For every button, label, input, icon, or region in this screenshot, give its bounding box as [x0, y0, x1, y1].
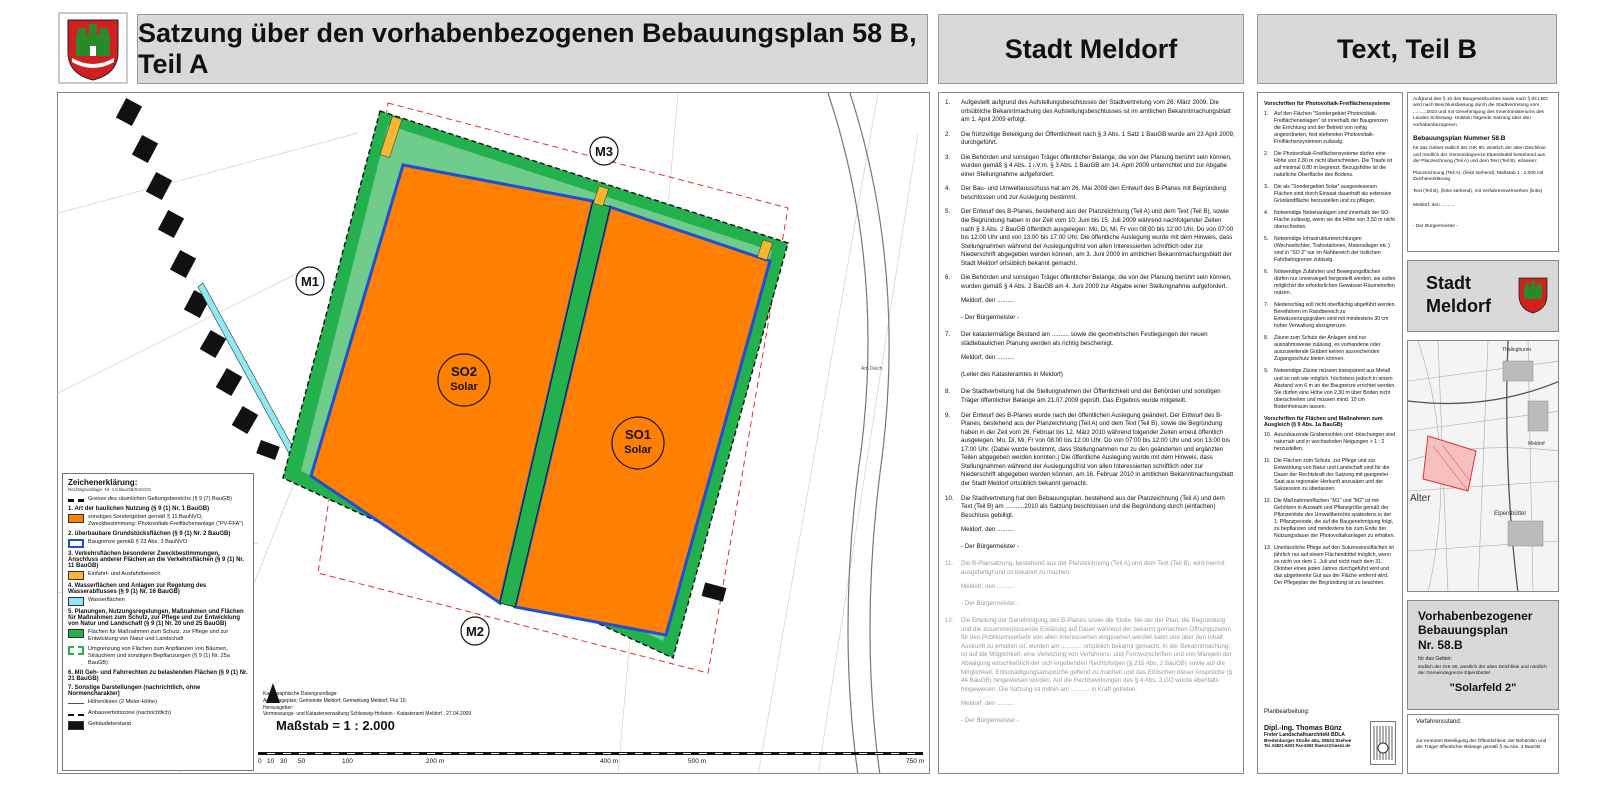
city-box-line1: Stadt	[1426, 273, 1471, 293]
city-title: Stadt Meldorf	[938, 14, 1244, 84]
ordinance-sig-mayor: - Der Bürgermeister -	[1413, 223, 1459, 229]
scale-tick: 30	[280, 758, 288, 765]
signature-date: Meldorf, den ..........	[961, 297, 1015, 305]
text-b-note: 10. Auszubauende Grabensohlen und -böschungen sind naturnah und in wechselnden Neigungen > 1 : 2 herzustellen.	[1264, 431, 1396, 452]
cadastre-line: Herausgeber:	[263, 704, 294, 711]
legend-box	[62, 473, 254, 771]
part-title: Text, Teil B	[1257, 14, 1557, 84]
text-b-note: 2. Die Photovoltaik-Freiflächensysteme dürfen eine Höhe von 2,80 m nicht überschreiten. Die Traufe ist auf minimal 0,80 m begrenzt. Bezugshöhe ist die natürliche Oberfläche des Bodens.	[1264, 151, 1393, 179]
title-box-sub: für das Gebiet:	[1418, 656, 1453, 663]
legend-swatch-access	[68, 571, 84, 580]
scale-tick: 200 m	[426, 758, 445, 765]
meldorf-coat-of-arms-logo	[58, 12, 128, 84]
text-b-note: 7. Niederschlag soll nicht oberflächig abgeführt werden. Bereifahren im Randbereich zu Entwässerungsgräben sind mit mindestens 30 cm hoher Verwallung abzugrenzen.	[1264, 302, 1396, 330]
ordinance-sig-date: Meldorf, den ..........	[1413, 203, 1455, 209]
text-b-note: 3. Die als "Sondergebiet Solar" ausgewiesenen Flächen sind durch Einsaat dauerhaft als extensive Grünlandfläche herzustellen und zu pflegen.	[1264, 184, 1392, 205]
overview-label: Alter	[1410, 493, 1431, 504]
signature-date: Meldorf, den ..........	[961, 583, 1015, 591]
scale-text: Maßstab = 1 : 2.000	[276, 718, 395, 733]
legend-swatch-green	[68, 629, 84, 638]
text-b-note: 4. Notwendige Nebenanlagen sind innerhalb der SO-Fläche zulässig, wenn sie die Höhe von 3,50 m nicht überschreiten.	[1264, 210, 1395, 231]
signature-date: Meldorf, den ..........	[961, 526, 1015, 534]
procedure-step: 10. Die Stadtvertretung hat den Bebauungsplan, bestehend aus der Planzeichnung (Teil A) und dem Text (Teil B) am ...........2010 als Satzung beschlossen und die Begründung durch (einfachen) Beschluss gebilligt.	[945, 494, 1225, 519]
status-label: Verfahrensstand:	[1416, 719, 1462, 725]
legend-swatch-blue	[68, 539, 84, 548]
status-box	[1407, 714, 1559, 774]
procedure-step: 7. Der katastermäßige Bestand am .......... sowie die geometrischen Festlegungen der neuen städtebaulichen Planung werden als richtig bescheinigt.	[945, 331, 1208, 347]
procedure-step: 2. Die frühzeitige Beteiligung der Öffentlichkeit nach § 3 Abs. 1 Satz 1 BauGB wurde am 23 April 2009, durchgeführt.	[945, 130, 1235, 147]
text-b-note: 9. Notwendige Zäune müssen transparent aus Metall und so nah wie möglich, höchstens jedoch in einem Abstand von 6 m an der Baugrenze errichtet werden. Sie dürfen eine Höhe von 2,30 m über Boden nicht überschreiten und müssen mind. 10 cm Bodenfreiraum lassen.	[1264, 368, 1396, 410]
scale-bar	[258, 748, 928, 772]
planer-title: Freier Landschaftsarchitekt BDLA	[1264, 732, 1345, 738]
legend-item: Einfahrt- und Ausfahrtbereich	[88, 570, 161, 577]
signature-date: Meldorf, den ..........	[961, 700, 1015, 708]
ordinance-intro-panel	[1407, 92, 1559, 252]
text-b-note: 11. Die Flächen zum Schutz, zur Pflege und zur Entwicklung von Natur und Landschaft sind für die Dauer der Rechtskraft der Satzung mit geeigneter Saat aus regionaler Herkunft anzusäen und der Sukzession zu überlassen.	[1264, 457, 1390, 492]
procedure-step: 4. Der Bau- und Umweltausschuss hat am 26. Mai 2009 den Entwurf des B-Planes mit Begründung beschlossen und zur Auslegung bestimmt.	[945, 185, 1227, 201]
legend-item: Wasserflächen	[88, 596, 125, 603]
legend-heading: 7. Sonstige Darstellungen (nachrichtlich, ohne Normencharakter)	[68, 684, 201, 697]
legend-swatch-building	[68, 721, 84, 730]
legend-subtitle: Rechtsgrundlage: Nr. 4.5 BauGB/ImSchG	[68, 487, 152, 492]
city-box	[1407, 260, 1559, 332]
procedure-step: 3. Die Behörden und sonstigen Träger öffentlicher Belange, die von der Planung berührt sein können, wurden gemäß § 4 Abs. 1 i.V.m. § 3 Abs. 1 BauGB am 14. April 2009 unterrichtet und zur Abgabe einer Stellungnahme aufgefordert.	[945, 153, 1232, 178]
legend-item: Umgrenzung von Flächen zum Anpflanzen von Bäumen, Sträuchern und sonstigen Bepflanzungen (§ 9 (1) Nr. 25a BauGB)	[88, 645, 230, 666]
ordinance-plan-title: Bebauungsplan Nummer 58.B	[1413, 135, 1506, 143]
legend-swatch-orange	[68, 514, 84, 523]
text-b-panel	[1257, 92, 1403, 774]
street-label: Am Deich	[861, 366, 883, 372]
cadastre-line: Amtl. Lageplan; Gemeinde Meldorf, Gemarkung Meldorf, Flur 16;	[263, 697, 407, 704]
text-b-heading: Vorschriften für Flächen und Maßnahmen zum Ausgleich (§ 9 Abs. 1a BauGB)	[1264, 415, 1383, 428]
legend-swatch-boundary	[68, 499, 84, 503]
procedure-step: 12. Die Erteilung der Genehmigung des B-Planes sowie die Stelle, bei der der Plan, die Begründung und die zusammenfassende Erklärung auf Dauer während der bekannt gemachten Öffnungszeiten für den Publikumsverkehr von allen Interessierten eingesehen werden kann und über den Inhalt Auskunft zu erhalten ist, wurden am ............ ortsüblich bekannt gemacht. In der Bekanntmachung ist auf die Möglichkeit, eine Verletzung von Verfahrens- und Formvorschriften und von Mängeln der Abwägung einschließlich der sich ergebenden Rechtsfolgen (§ 215 Abs. 2 BauGB) sowie auf die Möglichkeit, Entschädigungsansprüche geltend zu machen und das Erlöschen dieser Ansprüche (§ 44 BauGB) hingewiesen worden. Auf die Rechtswirkungen des § 4 Abs. 3 GO wurde ebenfalls hingewiesen. Die Satzung ist mithin am ........... in Kraft getreten.	[945, 617, 1233, 693]
scale-tick: 50	[298, 758, 306, 765]
planer-name: Dipl.-Ing. Thomas Bünz	[1264, 725, 1342, 732]
planer-logo	[1370, 721, 1396, 765]
status-text: zur erneuten Beteiligung der Öffentlichkeit, der Behörden und der Träger öffentlicher Belange gemäß § 4a Abs. 3 BauGB	[1416, 739, 1547, 751]
procedure-step: 6. Die Behörden und sonstigen Träger öffentlicher Belange, die von der Planung berührt sein können, wurden gemäß § 4 Abs. 2 BauGB am 4. Juni 2009 zur Abgabe einer Stellungnahme aufgefordert.	[945, 274, 1232, 290]
plan-title-box	[1407, 600, 1559, 710]
legend-item: Grenze des räumlichen Geltungsbereichs (§ 9 (7) BauGB)	[88, 496, 232, 502]
city-box-line2: Meldorf	[1426, 296, 1491, 316]
legend-item: sonstiges Sondergebiet gemäß § 11 BauNVO, Zweckbestimmung: Photovoltaik-Freiflächenanlage ("PV-FFA")	[88, 514, 244, 527]
legend-item: Gebäudebestand	[88, 720, 131, 727]
marker-m2-label: M2	[465, 624, 485, 639]
procedure-panel	[938, 92, 1244, 774]
title-box-name: "Solarfeld 2"	[1449, 681, 1517, 694]
cadastre-note	[263, 691, 523, 718]
cadastre-heading: Kartographische Datengrundlage:	[263, 691, 338, 697]
signature-kataster: (Leiter des Katasteramtes in Meldorf)	[961, 371, 1063, 379]
legend-item: Flächen für Maßnahmen zum Schutz, zur Pflege und zur Entwicklung von Natur und Landschaft	[88, 628, 229, 642]
procedure-step: 9. Der Entwurf des B-Planes wurde nach der öffentlichen Auslegung geändert. Der Entwurf des B-Planes, bestehend aus der Planzeichnung (Teil A) und dem Text (Teil B), sowie die Begründung haben in der Zeit vom 26. Februar bis 12. März 2010 während folgender Zeiten erneut öffentlich ausgelegen: Mo, Di, Mi, Fr von 08:00 bis 12:00 Uhr, Do von 07:00 bis 12:00 Uhr und von 13:00 bis 17:00 Uhr. (Dabei wurde bestimmt, dass Stellungnahmen nur zu den geänderten und ergänzten Teilen abgegeben werden konnten.) Die öffentliche Auslegung wurde mit dem Hinweis, dass Stellungnahmen während der Auslegungsfrist von allen Interessierten schriftlich oder zur Niederschrift abgegeben werden können, am 16. Februar 2010 in amtlichen Bekanntmachungsblatt der Stadt Meldorf ortsüblich bekannt gemacht.	[945, 411, 1234, 487]
signature-mayor: - Der Bürgermeister -	[961, 314, 1020, 322]
text-b-note: 5. Notwendige Infrastruktureinrichtungen (Wechselrichter, Trafostationen, Materiallager etc.) sind in "SO 2" nur im Nahbereich der östlichen Fahrbahngrenze zulässig.	[1264, 236, 1390, 264]
title-box-desc: südlich der GIK 80, westlich der alten Deichlinie und nördlich der Gemeindegrenze Elpersbüttel	[1418, 665, 1547, 677]
title-box-line2: Bebauungsplan	[1418, 623, 1509, 638]
legend-heading: 2. überbaubare Grundstücksflächen (§ 9 (1) Nr. 2 BauGB)	[68, 530, 231, 537]
legend-heading: 6. Mit Geh- und Fahrrechten zu belastenden Flächen (§ 9 (1) Nr. 21 BauGB)	[68, 669, 248, 682]
city-box-coat-of-arms	[1516, 275, 1550, 320]
title-box-line1: Vorhabenbezogener	[1418, 609, 1533, 623]
marker-m1-label: M1	[300, 274, 320, 289]
marker-m3-label: M3	[594, 144, 614, 159]
cadastre-line: Vermessungs- und Katasterverwaltung Schleswig-Holstein - Katasteramt Meldorf , 27.04.2009	[263, 711, 472, 718]
procedure-step: 8. Die Stadtvertretung hat die Stellungnahmen der Öffentlichkeit und der Behörden und sonstigen Träger öffentlicher Belange am 21.07.2009 geprüft. Das Ergebnis wurde mitgeteilt.	[945, 388, 1221, 405]
field-so2-label: Solar	[450, 381, 478, 393]
text-b-note: 1. Auf den Flächen "Sondergebiet Photovoltaik-Freiflächenanlagen" ist innerhalb der Baugrenzen die Errichtung und der Betrieb von reihig angeordneten, fest stehenden Photovoltaik-Freiflächensystemen zulässig.	[1264, 111, 1388, 146]
plan-drawing-panel	[57, 92, 930, 774]
overview-map	[1407, 340, 1559, 592]
signature-mayor: - Der Bürgermeister -	[961, 600, 1020, 608]
planer-contact: Tel. 04821-6303 Fax-6363 tbuenz@buenz.de	[1264, 743, 1351, 748]
overview-label: Thalingburen	[1502, 347, 1532, 353]
legend-title: Zeichenerklärung:	[68, 478, 138, 487]
legend-heading: 4. Wasserflächen und Anlagen zur Regelung des Wasserabflusses (§ 9 (1) Nr. 16 BauGB)	[68, 582, 207, 595]
legend-swatch-zone	[68, 714, 84, 718]
field-so2-code: SO2	[450, 364, 477, 379]
text-b-heading: Vorschriften für Photovoltaik-Freiflächensysteme	[1264, 101, 1391, 107]
signature-date: Meldorf, den ..........	[961, 354, 1015, 362]
legend-swatch-cyan	[68, 597, 84, 606]
scale-tick: 400 m	[600, 758, 619, 765]
ordinance-part-b: Text (Teil B), (links stehend), mit Verfahrensvermerken (links)	[1413, 188, 1543, 194]
legend-heading: 3. Verkehrsflächen besonderer Zweckbestimmungen, Anschluss anderer Flächen an die Verkehrsflächen (§ 9 (1) Nr. 11 BauGB)	[68, 550, 245, 569]
field-so1-code: SO1	[624, 427, 651, 442]
scale-tick: 10	[267, 758, 275, 765]
signature-mayor: - Der Bürgermeister -	[961, 543, 1020, 551]
text-b-note: 13. Unerlässliche Pflege auf den Sukzessionsflächen ist jährlich nur auf einem Flächendrittel möglich, wenn es nicht vor dem 1. Juli und nicht nach dem 31. Oktober eines jeden Jahres durchgeführt wird und das abgetrennte Gut aus der Fläche entfernt wird. Der Pflegeplan der Begründung ist zu beachten.	[1264, 544, 1394, 586]
field-so1-label: Solar	[624, 444, 652, 456]
legend-heading: 5. Planungen, Nutzungsregelungen, Maßnahmen und Flächen für Maßnahmen zum Schutz, zur Pflege und zur Entwicklung von Natur und Landschaft (§ 9 (1) Nr. 20 und 25 BauGB)	[68, 608, 244, 627]
planer-address: Breitenburger Straße 40a, 25524 Itzehoe	[1264, 738, 1352, 743]
text-b-note: 12. Die Maßnahmenflächen "M1" und "M2" ist mit Gehölzen in Auswahl und Pflanzgröße gemäß der Pflanzenliste des Umweltberichts spätestens in der 1. Pflanzperiode, die auf die Baugenehmigung folgt, zu bepflanzen und mindestens bis zum Ende der Nutzungsdauer der Photovoltaikanlagen zu erhalten.	[1264, 497, 1395, 539]
ordinance-intro: Aufgrund des § 10 des Baugesetzbuches sowie nach § 84 LBO wird nach Beschlussfassung durch die Stadtvertretung vom ..........2010 und mit Genehmigung des Innenministeriums des Landes Schleswig- Holstein folgende Satzung über den vorhabenbezogenen	[1413, 97, 1548, 128]
scale-tick: 100	[342, 758, 353, 765]
text-b-note: 8. Zäune zum Schutz der Anlagen sind nur ausnahmsweise zulässig, es vorhandene oder auszuweitende Gräben keinen ausreichenden Zugangsschutz bieten können.	[1264, 335, 1381, 363]
scale-tick: 500 m	[688, 758, 707, 765]
title-box-line3: Nr. 58.B	[1418, 637, 1463, 652]
overview-label: Elpersbüttel	[1494, 511, 1526, 517]
text-b-note: 6. Notwendige Zufahrten und Bewegungsflächen dürfen nur unversiegelt hergestellt werden, sie sollen möglichst die erforderlichen Gewässer-Räumstreifen nutzen.	[1264, 269, 1396, 297]
procedure-step: 5. Der Entwurf des B-Planes, bestehend aus der Planzeichnung (Teil A) und dem Text (Teil B), sowie die Begründung haben in der Zeit vom 10. Juni bis 15. Juli 2009 während nachfolgender Zeiten nach § 3 Abs. 2 BauGB öffentlich ausgelegen: Mo, Di, Mi, Fr von 08:00 bis 12:00 Uhr, Do von 07:00 bis 12:00 Uhr und von 13:00 bis 17:00 Uhr. Die öffentliche Auslegung wurde mit dem Hinweis, dass Stellungnahmen während der Auslegungsfrist von allen Interessierten schriftlich oder zur Niederschrift abgegeben werden können, am 3. Juni 2009 im amtlichen Bekanntmachungsblatt der Stadt Meldorf ortsüblich bekannt gemacht.	[945, 208, 1234, 267]
ordinance-part-a: Planzeichnung (Teil A), (links stehend), Maßstab 1 : 2.000 mit Zeichenerklärung	[1413, 170, 1544, 183]
legend-item: Baugrenze gemäß § 23 Abs. 3 BauNVO	[88, 538, 188, 545]
signature-mayor: - Der Bürgermeister -	[961, 717, 1020, 725]
planer-label: Planbearbeitung:	[1264, 709, 1310, 715]
legend-swatch-contour	[68, 703, 84, 707]
scale-tick: 750 m	[906, 758, 925, 765]
procedure-step: 1. Aufgestellt aufgrund des Aufstellungsbeschlusses der Stadtvertretung vom 26. März 2009. Die ortsübliche Bekanntmachung des Aufstellungsbeschlusses ist im amtlichen Bekanntmachungsblatt am 1. April 2009 erfolgt.	[945, 99, 1231, 124]
procedure-step: 11. Die B-Plansatzung, bestehend aus der Planzeichnung (Teil A) und dem Text (Teil B), wird hiermit ausgefertigt und ist bekannt zu machen.	[945, 560, 1225, 576]
legend-item: Höhenlinien (2 Meter-Höhe)	[88, 698, 158, 705]
legend-heading: 1. Art der baulichen Nutzung (§ 9 (1) Nr. 1 BauGB)	[68, 506, 210, 512]
overview-label: Meldorf	[1528, 441, 1545, 447]
legend-swatch-green-dashed	[68, 646, 84, 655]
scale-tick: 0	[258, 758, 262, 765]
ordinance-desc: für das Gebiet südlich der GIK 80, westlich der alten Deichlinie und nördlich der Gemeindegrenze Elpersbüttel bestehend aus der Planzeichnung (Teil A) und dem Text (Teil B), erlassen:	[1413, 146, 1546, 165]
plan-title: Satzung über den vorhabenbezogenen Bebauungsplan 58 B, Teil A	[137, 14, 928, 84]
legend-item: Anbauverbotszone (nachrichtlich)	[88, 709, 172, 716]
